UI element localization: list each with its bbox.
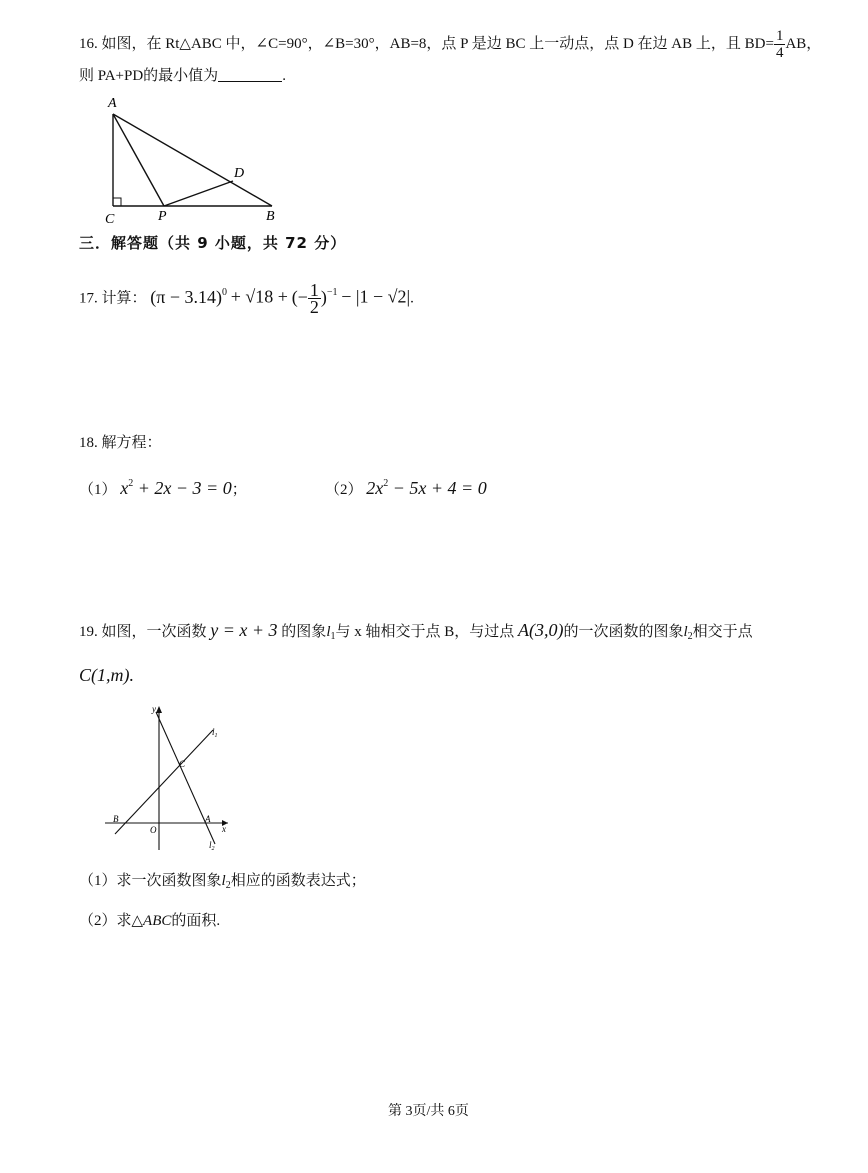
- q19-line-l2: [156, 712, 215, 844]
- q17-term1-base: (π − 3.14): [150, 286, 222, 307]
- q19-text-d: 与 x 轴相交于点 B，与过点: [335, 624, 515, 640]
- q17-term4: − |1 − √2|: [341, 286, 411, 307]
- q16-text-part2: AB，: [785, 35, 822, 52]
- q17-term1: [150, 287, 227, 307]
- q19-label-y: y: [152, 704, 156, 714]
- q17-term3-exp: −1: [326, 286, 338, 298]
- q18-part1: [79, 474, 247, 500]
- q16-frac-den: 4: [775, 45, 784, 61]
- q16-triangle-diagram: [100, 92, 300, 227]
- q19-text-f: 相交于点: [692, 624, 753, 640]
- q16-label-d: D: [234, 166, 245, 181]
- q16-label-c: C: [105, 212, 115, 227]
- q17-term3-open: (−: [291, 286, 308, 307]
- page-footer: 第 3页/共 6页: [388, 1104, 469, 1119]
- q17-frac-num: 1: [309, 280, 319, 300]
- q17-prefix: 17. 计算：: [79, 290, 147, 307]
- q19-point-a: A(3,0): [518, 620, 564, 640]
- q19-label-l2-letter: l: [209, 840, 212, 850]
- q17-term2: + √18 +: [230, 286, 288, 307]
- q16-line2: [79, 66, 286, 86]
- q18-p1-exp: 2: [128, 478, 134, 489]
- q19-label-o: O: [150, 825, 157, 835]
- q18-p2-label: （2）: [325, 482, 363, 498]
- q19-p1-l2-letter: l: [221, 873, 226, 889]
- q19-p1-l2: [222, 873, 231, 889]
- q19-label-l1-letter: l: [212, 727, 215, 737]
- q19-function: y = x + 3: [210, 620, 278, 640]
- q19-l2-letter: l: [683, 624, 688, 640]
- q19-line1: [79, 620, 753, 647]
- q19-text-e: 的一次函数的图象: [563, 624, 684, 640]
- q16-frac-num: 1: [775, 28, 784, 44]
- q19-p2-text-b: 的面积.: [171, 913, 221, 929]
- q19-l2-sub: 2: [687, 631, 693, 642]
- q17-line: [79, 282, 414, 315]
- q17-term1-exp: 0: [222, 286, 227, 298]
- q19-label-l2-sub: 2: [211, 846, 215, 852]
- q19-label-c: C: [179, 759, 186, 769]
- q18-p2-exp: 2: [383, 478, 389, 489]
- q18-p2-equation: [366, 478, 486, 498]
- q19-l1-letter: l: [326, 624, 331, 640]
- q17-end: .: [410, 290, 414, 307]
- q19-l2: [684, 624, 693, 640]
- q19-label-l1-sub: 1: [214, 733, 218, 739]
- q19-part2: [79, 911, 220, 931]
- q18-p1-label: （1）: [79, 482, 117, 498]
- q18-title: 18. 解方程：: [79, 435, 162, 451]
- q16-side-ab: [113, 114, 272, 206]
- q19-p1-text-a: （1）求一次函数图象: [79, 873, 222, 889]
- q16-line2-end: .: [282, 68, 286, 84]
- q19-text-c: 的图象: [281, 624, 327, 640]
- q16-right-angle-mark: [113, 198, 121, 206]
- q16-segment-pa: [113, 114, 164, 206]
- q16-segment-pd: [164, 181, 233, 206]
- q16-line2-text: 则 PA+PD的最小值为: [79, 68, 219, 84]
- q16-line1: [79, 28, 821, 61]
- q19-graph: [100, 702, 240, 852]
- q19-label-b: B: [113, 814, 119, 824]
- q16-label-p: P: [158, 209, 167, 224]
- q19-label-x: x: [222, 824, 226, 834]
- q18-part2: [325, 474, 487, 500]
- q18-p1-rest: + 2x − 3 = 0: [133, 478, 232, 498]
- q19-p2-text-a: （2）求: [79, 913, 132, 929]
- q17-frac-den: 2: [309, 297, 319, 317]
- q16-label-b: B: [266, 209, 275, 224]
- q16-answer-blank: [218, 67, 282, 82]
- q17-term3: [291, 280, 338, 317]
- q16-label-a: A: [108, 96, 117, 111]
- q18-p1-end: ；: [231, 482, 247, 498]
- q19-l1-sub: 1: [330, 631, 336, 642]
- q16-fraction: [774, 28, 786, 61]
- q17-term3-close: ): [320, 286, 327, 307]
- q19-text-a: 19. 如图，一次函数: [79, 624, 207, 640]
- q19-p1-text-b: 相应的函数表达式；: [230, 873, 366, 889]
- q19-part1: [79, 871, 366, 896]
- q18-p2-rest: − 5x + 4 = 0: [388, 478, 487, 498]
- q19-line2: C(1,m).: [79, 665, 134, 685]
- section3-title: 三．解答题（共 9 小题，共 72 分）: [79, 234, 347, 252]
- q19-y-arrow: [156, 706, 162, 713]
- q19-label-a: A: [205, 814, 211, 824]
- q16-text-part1: 16. 如图，在 Rt△ABC 中，∠C=90°，∠B=30°，AB=8，点 P 是边 BC 上一动点，点 D 在边 AB 上，且 BD=: [79, 35, 774, 52]
- q18-p1-x: x: [120, 478, 129, 498]
- q17-term3-frac: [308, 282, 321, 315]
- q18-p2-x: 2x: [366, 478, 384, 498]
- q18-p1-equation: [120, 478, 231, 498]
- q19-line-l1: [115, 730, 213, 834]
- q19-p2-triangle: △ABC: [131, 913, 172, 929]
- q19-p1-l2-sub: 2: [225, 880, 231, 891]
- q19-label-l1: [212, 727, 218, 739]
